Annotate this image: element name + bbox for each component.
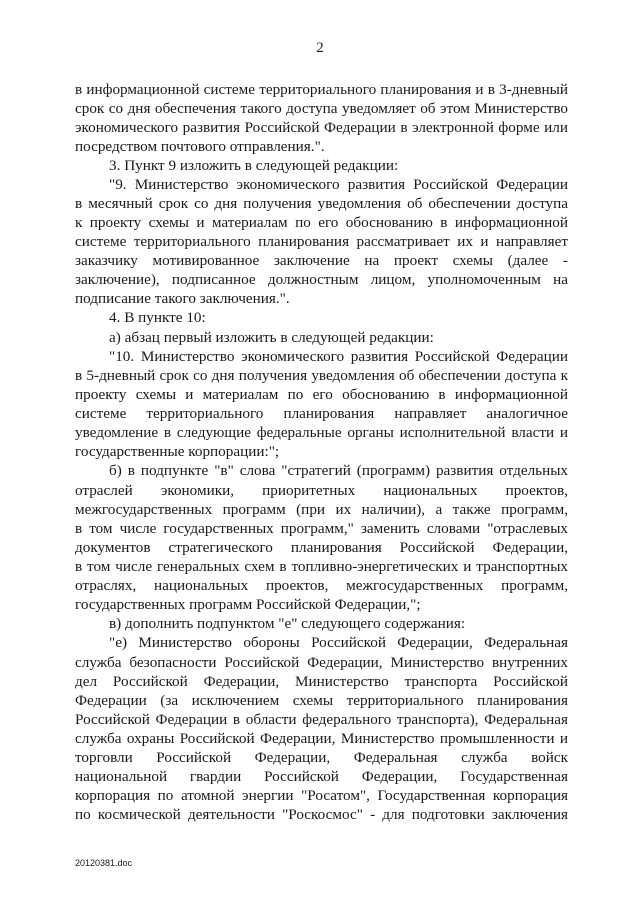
text-line: в том числе генеральных схем в топливно-энергетических и транспортных xyxy=(75,558,568,575)
text-line: срок со дня обеспечения такого доступа уведомляет об этом Министерство xyxy=(75,100,568,117)
text-line: "9. Министерство экономического развития Российской Федерации xyxy=(109,176,568,193)
text-line: служба охраны Российской Федерации, Министерство промышленности и xyxy=(75,730,568,747)
text-line: торговли Российской Федерации, Федеральная служба войск xyxy=(75,749,568,766)
text-line: дел Российской Федерации, Министерство транспорта Российской xyxy=(75,673,568,690)
text-line: в месячный срок со дня получения уведомления об обеспечении доступа xyxy=(75,195,568,212)
text-line: посредством почтового отправления.". xyxy=(75,138,325,155)
text-line: заказчику мотивированное заключение на проект схемы (далее - xyxy=(75,252,568,269)
text-line: корпорация по атомной энергии "Росатом", Государственная корпорация xyxy=(75,787,568,804)
text-line: по космической деятельности "Роскосмос" - для подготовки заключения xyxy=(75,806,568,823)
text-line: а) абзац первый изложить в следующей редакции: xyxy=(109,329,434,346)
text-line: подписание такого заключения.". xyxy=(75,290,290,307)
text-line: заключение), подписанное должностным лицом, уполномоченным на xyxy=(75,271,568,288)
text-line: в том числе государственных программ," заменить словами "отраслевых xyxy=(75,520,568,537)
text-line: системе территориального планирования направляет аналогичное xyxy=(75,405,568,422)
text-line: в) дополнить подпунктом "е" следующего содержания: xyxy=(109,615,466,632)
text-line: б) в подпункте "в" слова "стратегий (программ) развития отдельных xyxy=(109,462,568,479)
text-line: 3. Пункт 9 изложить в следующей редакции: xyxy=(109,157,399,174)
text-line: в 5-дневный срок со дня получения уведомления об обеспечении доступа к xyxy=(75,367,568,384)
text-line: государственных программ Российской Федерации,"; xyxy=(75,596,421,613)
text-line: национальной гвардии Российской Федерации, Государственная xyxy=(75,768,568,785)
text-line: системе территориального планирования рассматривает их и направляет xyxy=(75,233,568,250)
text-line: проекту схемы и материалам по его обоснованию в информационной xyxy=(75,386,568,403)
file-name-footer: 20120381.doc xyxy=(75,858,133,868)
text-line: межгосударственных программ (при их наличии), а также программ, xyxy=(75,501,568,518)
text-line: государственные корпорации:"; xyxy=(75,443,280,460)
text-line: Российской Федерации в области федерального транспорта), Федеральная xyxy=(75,711,568,728)
text-line: 4. В пункте 10: xyxy=(109,309,206,326)
text-line: в информационной системе территориального планирования и в 3-дневный xyxy=(75,81,568,98)
text-line: уведомление в следующие федеральные органы исполнительной власти и xyxy=(75,424,568,441)
text-line: документов стратегического планирования Российской Федерации, xyxy=(75,539,568,556)
page-number: 2 xyxy=(316,40,324,56)
text-line: "10. Министерство экономического развития Российской Федерации xyxy=(109,348,568,365)
text-line: отраслей экономики, приоритетных национальных проектов, xyxy=(75,482,568,499)
text-line: к проекту схемы и материалам по его обоснованию в информационной xyxy=(75,214,568,231)
text-line: отраслях, национальных проектов, межгосударственных программ, xyxy=(75,577,568,594)
text-line: служба безопасности Российской Федерации, Министерство внутренних xyxy=(75,654,568,671)
text-line: "е) Министерство обороны Российской Федерации, Федеральная xyxy=(109,634,568,651)
text-line: Федерации (за исключением схемы территориального планирования xyxy=(75,692,568,709)
text-line: экономического развития Российской Федерации в электронной форме или xyxy=(75,119,568,136)
